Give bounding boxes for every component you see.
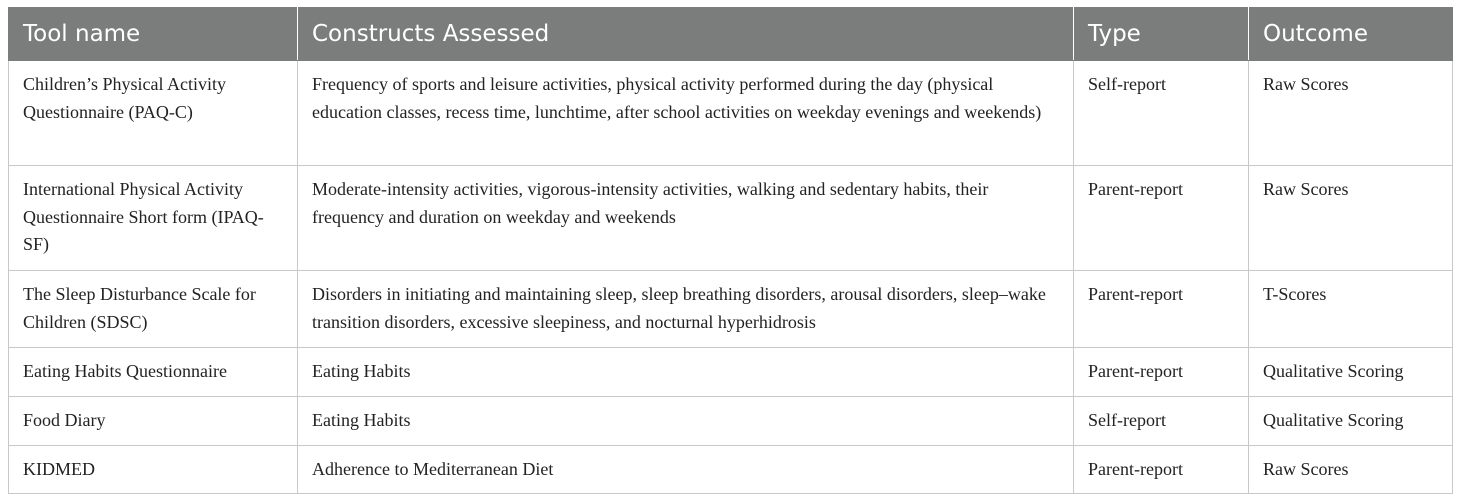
table-header: [9, 8, 1453, 61]
header-outcome: Outcome: [1249, 8, 1453, 61]
cell-constructs: Disorders in initiating and maintaining sleep, sleep breathing disorders, arousal disorders, sleep–wake transition disorders, excessive sleepiness, and nocturnal hyperhidrosis: [298, 271, 1074, 348]
cell-tool-name: KIDMED: [9, 446, 298, 494]
cell-tool-name: Children’s Physical Activity Questionnaire (PAQ-C): [9, 61, 298, 166]
cell-tool-name: Food Diary: [9, 397, 298, 446]
assessment-tools-table: [8, 7, 1453, 494]
header-row: [9, 8, 1453, 61]
table-row: [9, 271, 1453, 348]
cell-constructs: Adherence to Mediterranean Diet: [298, 446, 1074, 494]
cell-type: Parent-report: [1074, 271, 1249, 348]
header-type: Type: [1074, 8, 1249, 61]
cell-constructs: Moderate-intensity activities, vigorous-intensity activities, walking and sedentary habits, their frequency and duration on weekday and weekends: [298, 166, 1074, 271]
cell-outcome: Raw Scores: [1249, 61, 1453, 166]
cell-tool-name: The Sleep Disturbance Scale for Children (SDSC): [9, 271, 298, 348]
cell-type: Parent-report: [1074, 166, 1249, 271]
cell-tool-name: International Physical Activity Questionnaire Short form (IPAQ-SF): [9, 166, 298, 271]
cell-outcome: Qualitative Scoring: [1249, 348, 1453, 397]
table-body: [9, 61, 1453, 494]
table-row: [9, 397, 1453, 446]
cell-outcome: T-Scores: [1249, 271, 1453, 348]
cell-type: Parent-report: [1074, 446, 1249, 494]
table-row: [9, 61, 1453, 166]
cell-constructs: Frequency of sports and leisure activities, physical activity performed during the day (physical education classes, recess time, lunchtime, after school activities on weekday evenings and weekends): [298, 61, 1074, 166]
cell-outcome: Raw Scores: [1249, 446, 1453, 494]
header-tool-name: Tool name: [9, 8, 298, 61]
table-row: [9, 348, 1453, 397]
cell-outcome: Raw Scores: [1249, 166, 1453, 271]
cell-constructs: Eating Habits: [298, 348, 1074, 397]
cell-constructs: Eating Habits: [298, 397, 1074, 446]
cell-tool-name: Eating Habits Questionnaire: [9, 348, 298, 397]
table-row: [9, 166, 1453, 271]
table-row: [9, 446, 1453, 494]
cell-type: Self-report: [1074, 397, 1249, 446]
cell-outcome: Qualitative Scoring: [1249, 397, 1453, 446]
cell-type: Self-report: [1074, 61, 1249, 166]
cell-type: Parent-report: [1074, 348, 1249, 397]
header-constructs-assessed: Constructs Assessed: [298, 8, 1074, 61]
